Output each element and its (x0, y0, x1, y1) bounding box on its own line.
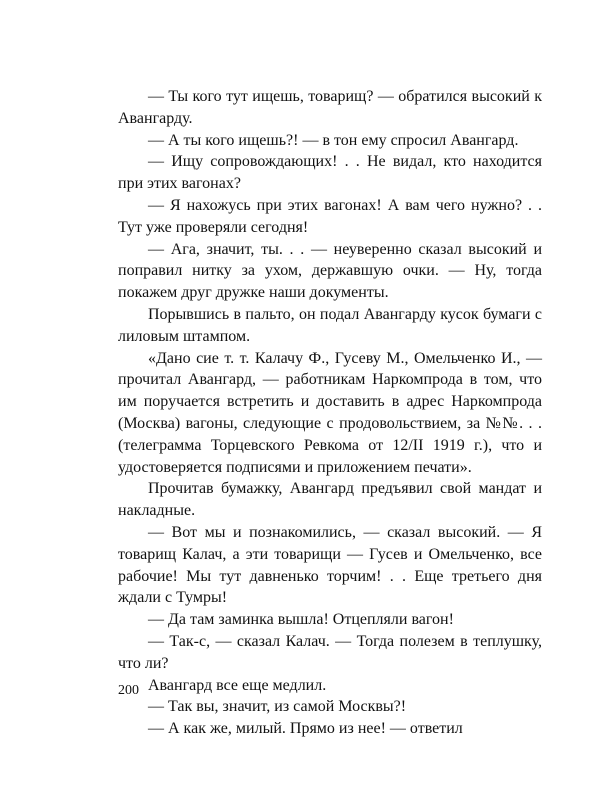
paragraph: — Я нахожусь при этих вагонах! А вам чего нужно? . . Тут уже проверяли сегодня! (118, 196, 542, 236)
paragraph: — А ты кого ищешь?! — в тон ему спросил Авангард. (148, 131, 519, 149)
paragraph: Прочитав бумажку, Авангард предъявил свой мандат и накладные. (118, 480, 542, 520)
paragraph: «Дано сие т. т. Калачу Ф., Гусеву М., Омельченко И., — прочитал Авангард, — работникам Наркомпрода в том, что им поручается встретить и доставить в адрес Наркомпрода (Москва) вагоны, следующие с продовольствием, за №№. . . (телеграмма Торцевского Ревкома от 12/II 1919 г.), что и удостоверяется подписями и приложением печати». (118, 349, 542, 476)
paragraph: — Ищу сопровождающих! . . Не видал, кто находится при этих вагонах? (118, 153, 542, 193)
paragraph: — Вот мы и познакомились, — сказал высокий. — Я товарищ Калач, а эти товарищи — Гусев и Омельченко, все рабочие! Мы тут давненько торчим! . . Еще третьего дня ждали с Тумры! (118, 523, 542, 607)
page-text (118, 86, 542, 740)
paragraph: — Ты кого тут ищешь, товарищ? — обратился высокий к Авангарду. (118, 88, 542, 127)
page-number: 200 (118, 683, 139, 698)
paragraph: — Так-с, — сказал Калач. — Тогда полезем в теплушку, что ли? (118, 632, 542, 672)
paragraph: — Ага, значит, ты. . . — неуверенно сказал высокий и поправил нитку за ухом, державшую очки. — Ну, тогда покажем друг дружке наши документы. (118, 240, 542, 302)
paragraph: — Так вы, значит, из самой Москвы?! (148, 698, 407, 716)
paragraph: — А как же, милый. Прямо из нее! — ответил (148, 720, 463, 738)
paragraph: Авангард все еще медлил. (148, 676, 327, 694)
paragraph: — Да там заминка вышла! Отцепляли вагон! (148, 611, 454, 629)
paragraph: Порывшись в пальто, он подал Авангарду кусок бумаги с лиловым штампом. (118, 305, 542, 345)
